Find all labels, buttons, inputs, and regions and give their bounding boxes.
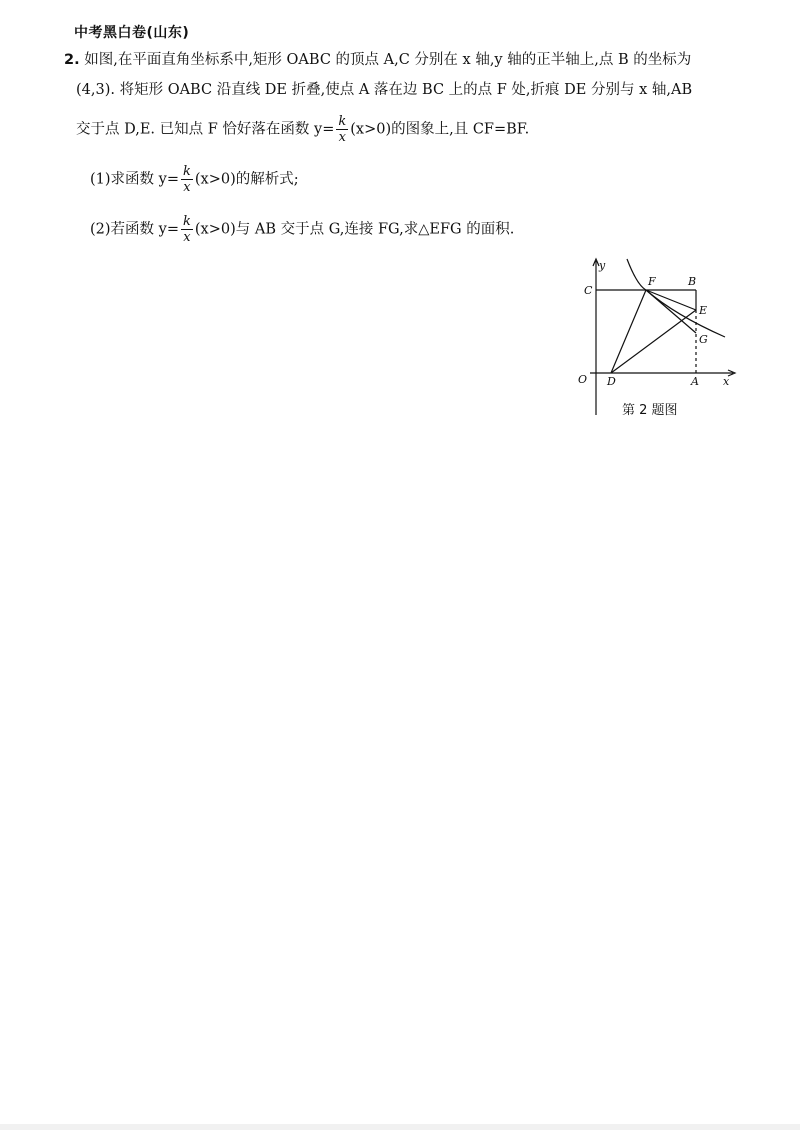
problem-number: 2. (64, 52, 80, 68)
problem-text-3-pre: 交于点 D,E. 已知点 F 恰好落在函数 y= (76, 121, 335, 138)
question-2: (2)若函数 y= $\frac{k}{x}$ (x>0)与 AB 交于点 G,连接 FG,求△EFG 的面积. (90, 214, 515, 245)
label-A: A (691, 375, 699, 388)
bottom-bar (0, 1124, 800, 1130)
label-y: y (599, 259, 606, 272)
question-1: (1)求函数 y= $\frac{k}{x}$ (x>0)的解析式; (90, 164, 299, 195)
problem-text-3-post: (x>0)的图象上,且 CF=BF. (350, 121, 530, 138)
problem-line-2 (76, 80, 692, 100)
fraction-k-over-x: $\frac{k}{x}$ (338, 114, 347, 145)
geometry-figure (565, 255, 745, 420)
label-C: C (584, 284, 593, 297)
problem-line-3 (76, 114, 529, 145)
problem-line-1 (64, 50, 691, 70)
fraction-k-over-x: $\frac{k}{x}$ (183, 214, 191, 245)
book-header: 中考黑白卷(山东) (74, 25, 190, 41)
label-B: B (688, 275, 697, 288)
segment-FE (646, 290, 696, 310)
label-x: x (723, 375, 730, 388)
problem-text-1: 如图,在平面直角坐标系中,矩形 OABC 的顶点 A,C 分别在 x 轴,y 轴的正半轴上,点 B 的坐标为 (84, 52, 692, 68)
label-E: E (699, 304, 708, 317)
problem-text-2: (4,3). 将矩形 OABC 沿直线 DE 折叠,使点 A 落在边 BC 上的点 F 处,折痕 DE 分别与 x 轴,AB (76, 82, 693, 98)
label-D: D (607, 375, 616, 388)
fraction-k-over-x: $\frac{k}{x}$ (183, 164, 191, 195)
label-F: F (648, 275, 656, 288)
label-G: G (699, 333, 708, 346)
figure-caption: 第 2 题图 (622, 403, 678, 418)
label-O: O (578, 373, 588, 386)
